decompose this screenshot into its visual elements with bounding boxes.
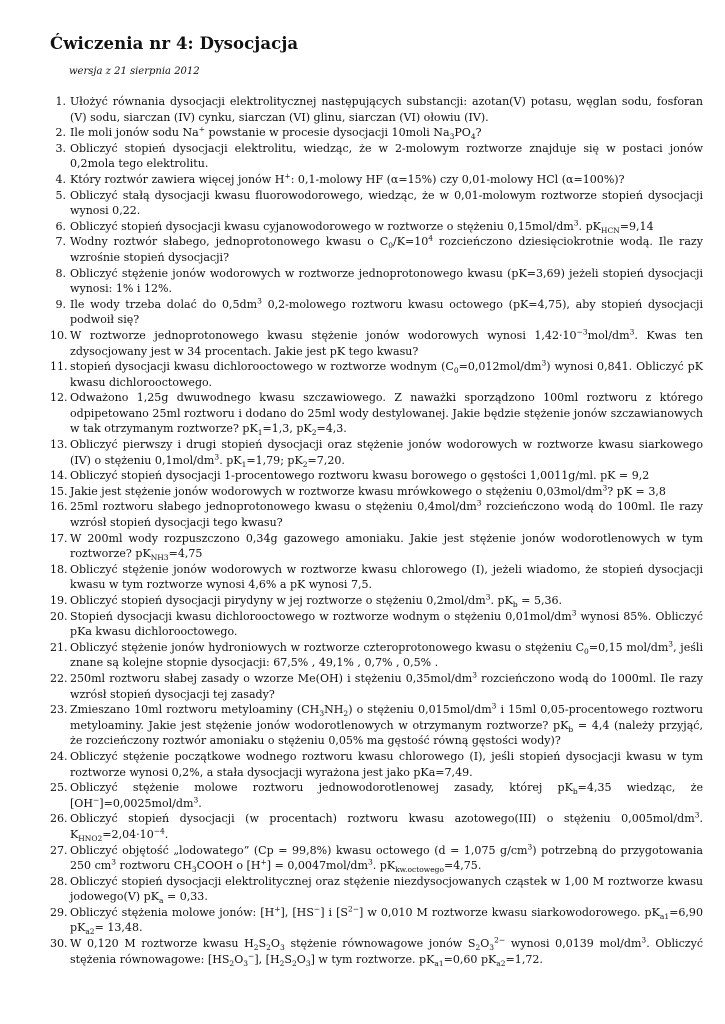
exercise-number: 3. bbox=[55, 141, 66, 155]
exercise-number: 22. bbox=[50, 671, 68, 685]
text-run: O bbox=[270, 937, 280, 951]
exercise-item bbox=[50, 390, 703, 437]
text-run: roztworu CH bbox=[116, 859, 192, 873]
exercise-item bbox=[50, 843, 703, 874]
text-run: W 200ml wody rozpuszczono 0,34g gazowego amoniaku. Jakie jest stężenie jonów wodorotlenowych w tym roztworze? pK bbox=[70, 531, 703, 561]
subscript: 2 bbox=[343, 709, 349, 719]
subscript: b bbox=[568, 724, 574, 734]
exercise-text bbox=[70, 173, 625, 186]
text-run: . pK bbox=[372, 859, 396, 873]
text-run: : 0,1-molowy HF (α=15%) czy 0,01-molowy HCl (α=100%)? bbox=[290, 172, 625, 186]
text-run: . bbox=[164, 827, 169, 841]
text-run: ] i [S bbox=[320, 905, 348, 919]
exercise-number: 4. bbox=[55, 172, 66, 186]
exercise-item bbox=[50, 359, 703, 390]
text-run: Obliczyć stopień dysocjacji elektrolitu, wiedząc, że w 2-molowym roztworze znajduje się w postaci jonów 0,2mola tego elektrolitu. bbox=[70, 141, 703, 171]
exercise-item bbox=[50, 593, 703, 609]
exercise-text bbox=[70, 781, 703, 810]
exercise-item bbox=[50, 484, 703, 500]
text-run: i 15ml 0,05-procentowego roztworu metyloaminy. Jakie jest stężenie jonów wodorotlenowych w otrzymanym roztworze? pK bbox=[70, 703, 703, 732]
exercise-item bbox=[50, 188, 703, 219]
exercise-text bbox=[70, 438, 703, 467]
exercise-text bbox=[70, 360, 703, 389]
text-run: powstanie w procesie dysocjacji 10moli Na bbox=[205, 126, 450, 140]
exercise-item bbox=[50, 499, 703, 530]
text-run: ) o stężeniu 0,015mol/dm bbox=[348, 703, 492, 717]
superscript: − bbox=[248, 950, 255, 960]
exercise-number: 15. bbox=[50, 484, 68, 498]
text-run: = 4,4 (należy przyjąć, że rozcieńczony roztwór amoniaku o stężeniu 0,05% ma gęstość równą gęstości wody)? bbox=[70, 718, 703, 748]
text-run: =4,35 wiedząc, że [OH bbox=[70, 781, 703, 810]
text-run: mol/dm bbox=[587, 328, 630, 342]
exercise-number: 12. bbox=[50, 391, 68, 405]
exercise-number: 14. bbox=[50, 469, 68, 483]
text-run: ]=0,0025mol/dm bbox=[99, 796, 194, 810]
text-run: . pK bbox=[490, 594, 513, 607]
subscript: 3 bbox=[319, 709, 325, 719]
exercise-number: 24. bbox=[50, 749, 68, 763]
superscript: 3 bbox=[472, 670, 478, 680]
subscript: 2 bbox=[253, 943, 259, 953]
exercise-item bbox=[50, 141, 703, 172]
text-run: =4,3. bbox=[316, 422, 347, 436]
subscript: 2 bbox=[302, 459, 308, 469]
subscript: HNO2 bbox=[78, 834, 103, 844]
subscript: 4 bbox=[470, 132, 476, 142]
text-run: Obliczyć objętość „lodowatego” (Cp = 99,8%) kwasu octowego (d = 1,075 g/cm bbox=[70, 843, 528, 857]
text-run: =0,15 mol/dm bbox=[588, 640, 669, 654]
text-run: 0,2-molowego roztworu kwasu octowego (pK=4,75), aby stopień dysocjacji podwoił się? bbox=[70, 297, 703, 327]
exercise-number: 25. bbox=[50, 781, 68, 795]
superscript: + bbox=[274, 904, 281, 914]
subscript: NH3 bbox=[150, 553, 169, 563]
exercise-text bbox=[70, 189, 703, 218]
exercise-item bbox=[50, 562, 703, 593]
superscript: 2− bbox=[347, 904, 360, 914]
subscript: 3 bbox=[489, 943, 495, 953]
text-run: Ułożyć równania dysocjacji elektrolitycznej następujących substancji: azotan(V) potasu, węglan sodu, fosforan (V) sodu, siarczan (IV) cynku, siarczan (VI) glinu, siarczan (VI) ołowiu (IV). bbox=[70, 95, 703, 124]
superscript: 3 bbox=[573, 218, 579, 228]
superscript: 3 bbox=[111, 857, 117, 867]
text-run: Odważono 1,25g dwuwodnego kwasu szczawiowego. Z naważki sporządzono 100ml roztworu z którego odpipetowano 25ml roztworu i dodano do 25ml wody destylowanej. Jakie będzie stężenie jonów szczawianowych w tak otrzymanym roztworze? pK bbox=[70, 391, 703, 436]
exercise-number: 13. bbox=[50, 438, 68, 452]
subscript: 3 bbox=[449, 132, 455, 142]
text-run: Obliczyć stopień dysocjacji elektrolitycznej oraz stężenie niezdysocjowanych cząstek w 1,00 M roztworze kwasu jodowego(V) pK bbox=[70, 874, 703, 904]
exercise-number: 5. bbox=[55, 188, 66, 202]
exercise-item bbox=[50, 749, 703, 780]
text-run: Obliczyć stopień dysocjacji kwasu cyjanowodorowego w roztworze o stężeniu 0,15mol/dm bbox=[70, 219, 574, 233]
exercise-item bbox=[50, 94, 703, 125]
text-run: Obliczyć stopień dysocjacji 1-procentowego roztworu kwasu borowego o gęstości 1,0011g/ml. pK = 9,2 bbox=[70, 469, 650, 483]
text-run: =1,79; pK bbox=[246, 453, 303, 467]
text-run: . pK bbox=[219, 453, 242, 467]
exercise-text bbox=[70, 810, 703, 844]
text-run: O bbox=[296, 952, 306, 966]
text-run: Obliczyć stężenie jonów wodorowych w roztworze kwasu chlorowego (I), jeżeli wiadomo, że stopień dysocjacji kwasu w tym roztworze wynosi 4,6% a pK wynosi 7,5. bbox=[70, 562, 703, 592]
text-run: . K bbox=[70, 812, 703, 841]
exercise-number: 28. bbox=[50, 874, 68, 888]
text-run: =4,75. bbox=[443, 859, 482, 873]
superscript: 3 bbox=[527, 841, 533, 851]
exercise-number: 17. bbox=[50, 531, 68, 545]
text-run: . pK bbox=[578, 219, 601, 233]
text-run: ? pK = 3,8 bbox=[607, 484, 666, 498]
exercise-number: 21. bbox=[50, 640, 68, 654]
exercise-item bbox=[50, 437, 703, 468]
subscript: kw.octowego bbox=[395, 865, 444, 875]
superscript: −4 bbox=[153, 826, 165, 836]
text-run: ] w 0,010 M roztworze kwasu siarkowodorowego. pK bbox=[359, 905, 660, 919]
text-run: = 0,33. bbox=[163, 890, 208, 904]
superscript: 3 bbox=[602, 483, 608, 493]
exercise-item bbox=[50, 905, 703, 936]
text-run: S bbox=[284, 952, 292, 966]
exercise-text bbox=[70, 469, 649, 482]
text-run: . Obliczyć stężenia równowagowe: [HS bbox=[70, 937, 704, 966]
exercise-number: 19. bbox=[50, 594, 68, 607]
text-run: Obliczyć stężenie jonów hydroniowych w roztworze czteroprotonowego kwasu o stężeniu C bbox=[70, 640, 585, 654]
superscript: 3 bbox=[629, 327, 635, 337]
text-run: rozcieńczono wodą do 100ml. Ile razy wzrósł stopień dysocjacji tego kwasu? bbox=[70, 500, 703, 530]
text-run: W roztworze jednoprotonowego kwasu stężenie jonów wodorowych wynosi 1,42·10 bbox=[70, 328, 577, 342]
exercise-number: 9. bbox=[55, 297, 66, 311]
text-run: Obliczyć stężenie molowe roztworu jednowodorotlenowej zasady, której pK bbox=[70, 781, 573, 795]
text-run: Obliczyć stężenie jonów wodorowych w roztworze jednoprotonowego kwasu (pK=3,69) jeżeli stopień dysocjacji wynosi: 1% i 12%. bbox=[70, 266, 703, 296]
text-run: Obliczyć stężenie początkowe wodnego roztworu kwasu chlorowego (I), jeśli stopień dysocjacji kwasu w tym roztworze wynosi 0,2%, a stała dysocjacji wyrażona jest jako pKa=7,49. bbox=[70, 749, 703, 779]
superscript: 3 bbox=[641, 935, 647, 945]
text-run: Ile moli jonów sodu Na bbox=[70, 126, 199, 140]
exercise-text bbox=[70, 641, 703, 670]
text-run: ? bbox=[475, 126, 482, 140]
exercise-text bbox=[70, 235, 703, 264]
exercise-text bbox=[70, 391, 703, 438]
subscript: 3 bbox=[191, 865, 197, 875]
text-run: =2,04·10 bbox=[102, 827, 154, 841]
exercise-number: 20. bbox=[50, 609, 68, 623]
text-run: rozcieńczono wodą do 1000ml. Ile razy wzrósł stopień dysocjacji tej zasady? bbox=[70, 671, 703, 701]
superscript: −3 bbox=[576, 327, 588, 337]
text-run: ) potrzebną do przygotowania 250 cm bbox=[70, 843, 704, 873]
exercise-number: 18. bbox=[50, 562, 68, 576]
text-run: Obliczyć stałą dysocjacji kwasu fluorowodorowego, wiedząc, że w 0,01-molowym roztworze stopień dysocjacji wynosi 0,22. bbox=[70, 188, 703, 218]
exercise-text bbox=[70, 298, 703, 327]
superscript: 3 bbox=[214, 451, 220, 461]
text-run: Wodny roztwór słabego, jednoprotonowego kwasu o C bbox=[70, 235, 389, 249]
superscript: 3 bbox=[694, 810, 700, 820]
subscript: b bbox=[512, 600, 518, 610]
superscript: 3 bbox=[485, 592, 491, 602]
text-run: ) wynosi 0,841. Obliczyć pK kwasu dichlorooctowego. bbox=[70, 360, 703, 389]
text-run: O bbox=[480, 937, 490, 951]
superscript: 3 bbox=[571, 607, 577, 617]
text-run: =6,90 pK bbox=[70, 905, 703, 935]
text-run: ], [H bbox=[254, 952, 280, 966]
subscript: 0 bbox=[453, 366, 459, 376]
text-run: S bbox=[258, 937, 267, 951]
superscript: 3 bbox=[257, 296, 262, 306]
superscript: 3 bbox=[193, 795, 199, 805]
superscript: 3 bbox=[541, 358, 547, 368]
exercise-text bbox=[70, 672, 703, 701]
exercise-item bbox=[50, 609, 703, 640]
exercise-item bbox=[50, 531, 703, 562]
exercise-text bbox=[70, 703, 703, 747]
superscript: − bbox=[313, 904, 321, 914]
exercise-number: 26. bbox=[50, 812, 68, 826]
exercise-text bbox=[70, 937, 703, 966]
text-run: = 5,36. bbox=[517, 594, 563, 607]
exercise-item bbox=[50, 780, 703, 811]
exercise-item bbox=[50, 172, 703, 188]
text-run: Obliczyć pierwszy i drugi stopień dysocjacji oraz stężenie jonów wodorowych w roztworze kwasu siarkowego (IV) o stężeniu 0,1mol/dm bbox=[70, 438, 703, 467]
exercise-number: 6. bbox=[55, 219, 66, 233]
text-run: /K=10 bbox=[393, 235, 429, 249]
subscript: 1 bbox=[257, 428, 263, 438]
exercise-item bbox=[50, 811, 703, 842]
text-run: O bbox=[234, 952, 244, 966]
text-run: Jakie jest stężenie jonów wodorowych w roztworze kwasu mrówkowego o stężeniu 0,03mol/dm bbox=[70, 484, 603, 498]
exercise-item bbox=[50, 468, 703, 484]
text-run: ] w tym roztworze. pK bbox=[310, 952, 435, 966]
text-run: PO bbox=[454, 126, 471, 140]
exercise-item bbox=[50, 874, 703, 905]
text-run: stężenie równowagowe jonów S bbox=[284, 937, 476, 951]
exercise-list bbox=[50, 94, 703, 967]
superscript: 2− bbox=[494, 935, 506, 945]
exercise-text bbox=[70, 592, 563, 610]
text-run: W 0,120 M roztworze kwasu H bbox=[70, 937, 254, 951]
text-run: =4,75 bbox=[168, 547, 203, 561]
subscript: a2 bbox=[85, 927, 95, 937]
subscript: a bbox=[158, 896, 164, 906]
exercise-number: 27. bbox=[50, 843, 68, 857]
text-run: Ile wody trzeba dolać do 0,5dm bbox=[70, 297, 258, 311]
exercise-text bbox=[70, 841, 704, 875]
exercise-item bbox=[50, 219, 703, 235]
version-date: wersja z 21 sierpnia 2012 bbox=[69, 66, 200, 77]
superscript: 3 bbox=[491, 701, 497, 711]
subscript: 2 bbox=[266, 943, 271, 953]
exercise-number: 7. bbox=[55, 235, 66, 249]
exercise-item bbox=[50, 266, 703, 297]
superscript: − bbox=[93, 795, 100, 805]
exercise-item bbox=[50, 125, 703, 141]
subscript: a1 bbox=[659, 912, 670, 922]
exercise-text bbox=[70, 142, 703, 171]
subscript: 2 bbox=[279, 958, 285, 968]
subscript: b bbox=[572, 787, 578, 797]
text-run: NH bbox=[324, 703, 344, 717]
exercise-text bbox=[70, 750, 703, 779]
subscript: a2 bbox=[496, 958, 506, 968]
text-run: ] = 0,0047mol/dm bbox=[266, 859, 368, 873]
exercise-text bbox=[70, 532, 703, 561]
text-run: Który roztwór zawiera więcej jonów H bbox=[70, 172, 285, 186]
superscript: 3 bbox=[668, 639, 674, 649]
subscript: 3 bbox=[305, 958, 311, 968]
exercise-text bbox=[70, 875, 703, 904]
exercise-number: 2. bbox=[55, 126, 66, 140]
exercise-text bbox=[70, 563, 703, 592]
superscript: + bbox=[284, 171, 291, 181]
exercise-item bbox=[50, 234, 703, 265]
exercise-item bbox=[50, 297, 703, 328]
page-title: Ćwiczenia nr 4: Dysocjacja bbox=[50, 34, 299, 53]
text-run: =1,72. bbox=[505, 952, 543, 966]
text-run: Obliczyć stopień dysocjacji pirydyny w jej roztworze o stężeniu 0,2mol/dm bbox=[70, 594, 486, 607]
exercise-number: 10. bbox=[50, 328, 68, 342]
subscript: 2 bbox=[475, 943, 481, 953]
exercise-text bbox=[70, 220, 654, 233]
text-run: rozcieńczono dziesięciokrotnie wodą. Ile razy wzrośnie stopień dysocjacji? bbox=[70, 235, 703, 264]
text-run: wynosi 0,0139 mol/dm bbox=[505, 937, 642, 951]
exercise-number: 29. bbox=[50, 905, 68, 919]
exercise-number: 8. bbox=[55, 266, 66, 280]
text-run: =0,60 pK bbox=[443, 952, 497, 966]
subscript: 3 bbox=[279, 943, 285, 953]
text-run: Obliczyć stopień dysocjacji (w procentach) roztworu kwasu azotowego(III) o stężeniu 0,005mol/dm bbox=[70, 812, 695, 826]
text-run: = 13,48. bbox=[94, 921, 143, 935]
exercise-text bbox=[70, 124, 482, 142]
text-run: =7,20. bbox=[307, 453, 345, 467]
exercise-text bbox=[70, 329, 703, 358]
subscript: 0 bbox=[388, 241, 393, 251]
subscript: 0 bbox=[584, 646, 589, 656]
text-run: Zmieszano 10ml roztworu metyloaminy (CH bbox=[70, 703, 320, 717]
exercise-number: 30. bbox=[50, 937, 68, 951]
subscript: 2 bbox=[291, 958, 297, 968]
exercise-number: 11. bbox=[50, 360, 68, 374]
subscript: 2 bbox=[311, 428, 317, 438]
text-run: stopień dysocjacji kwasu dichlorooctowego w roztworze wodnym (C bbox=[70, 360, 454, 374]
exercise-item bbox=[50, 640, 703, 671]
superscript: + bbox=[260, 857, 267, 867]
text-run: . Kwas ten zdysocjowany jest w 34 procentach. Jakie jest pK tego kwasu? bbox=[70, 328, 703, 358]
superscript: 3 bbox=[476, 498, 482, 508]
subscript: 1 bbox=[241, 459, 247, 469]
subscript: HCN bbox=[600, 225, 620, 235]
exercise-text bbox=[70, 95, 703, 124]
exercise-text bbox=[70, 267, 703, 296]
exercise-text bbox=[70, 500, 703, 529]
text-run: Obliczyć stężenia molowe jonów: [H bbox=[70, 905, 275, 919]
subscript: a1 bbox=[434, 958, 444, 968]
exercise-text bbox=[70, 607, 703, 639]
exercise-item bbox=[50, 671, 703, 702]
subscript: 2 bbox=[229, 958, 235, 968]
text-run: wynosi 85%. Obliczyć pKa kwasu dichlorooctowego. bbox=[70, 609, 703, 639]
exercise-number: 23. bbox=[50, 703, 68, 717]
superscript: 4 bbox=[428, 233, 434, 243]
exercise-item bbox=[50, 328, 703, 359]
text-run: ], [HS bbox=[280, 905, 314, 919]
text-run: =0,012mol/dm bbox=[458, 360, 542, 374]
superscript: + bbox=[198, 124, 206, 134]
exercise-text bbox=[70, 906, 703, 935]
exercise-text bbox=[70, 485, 666, 498]
exercise-number: 16. bbox=[50, 500, 68, 514]
text-run: =1,3, pK bbox=[262, 422, 312, 436]
exercise-item bbox=[50, 702, 703, 749]
exercise-number: 1. bbox=[55, 95, 66, 108]
text-run: 25ml roztworu słabego jednoprotonowego kwasu o stężeniu 0,4mol/dm bbox=[70, 500, 477, 514]
superscript: 3 bbox=[367, 857, 373, 867]
text-run: . bbox=[198, 796, 202, 810]
text-run: 250ml roztworu słabej zasady o wzorze Me(OH) i stężeniu 0,35mol/dm bbox=[70, 671, 473, 685]
exercise-item bbox=[50, 936, 703, 967]
text-run: , jeśli znane są kolejne stopnie dysocjacji: 67,5% , 49,1% , 0,7% , 0,5% . bbox=[70, 640, 703, 670]
text-run: =9,14 bbox=[619, 219, 654, 233]
text-run: COOH o [H bbox=[196, 859, 261, 873]
subscript: 3 bbox=[243, 958, 249, 968]
text-run: Stopień dysocjacji kwasu dichlorooctowego w roztworze wodnym o stężeniu 0,01mol/dm bbox=[70, 609, 572, 623]
